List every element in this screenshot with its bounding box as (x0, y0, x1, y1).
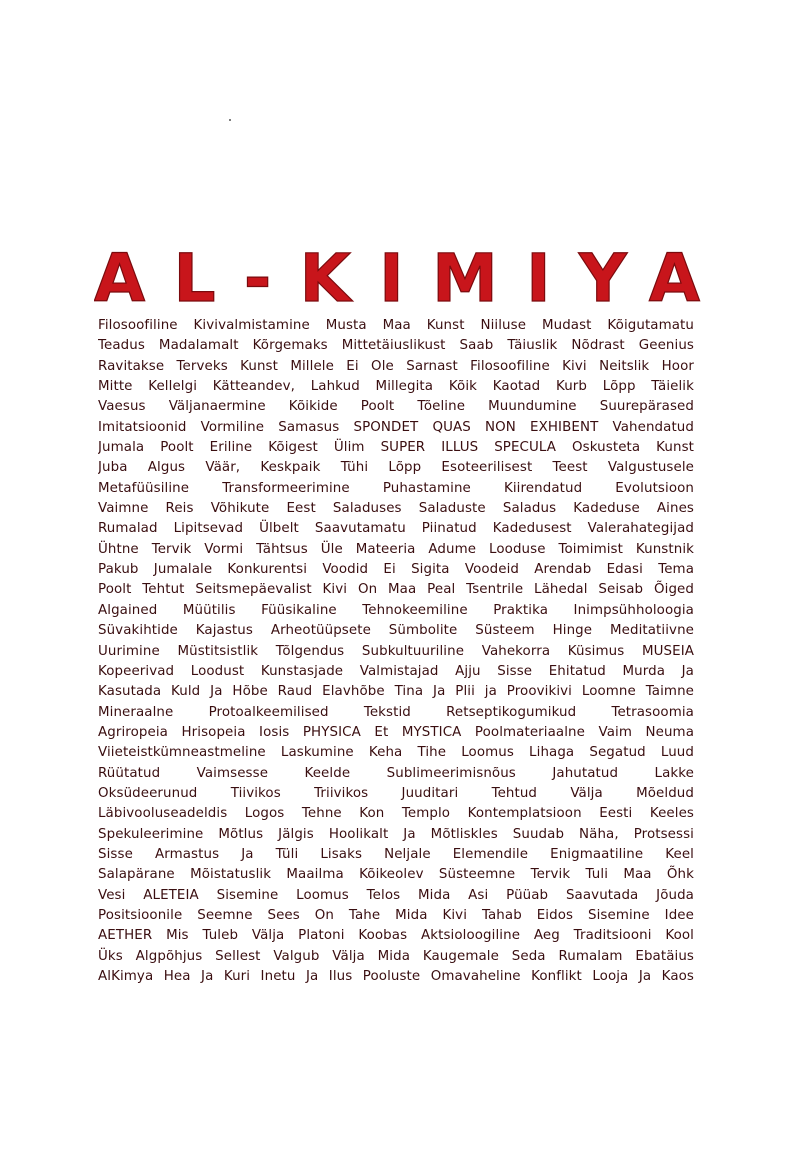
poem-line: Uurimine Müstitsistlik Tõlgendus Subkultuuriline Vahekorra Küsimus MUSEIA (98, 643, 694, 659)
poem-line: Mitte Kellelgi Kätteandev, Lahkud Millegita Kõik Kaotad Kurb Lõpp Täielik (98, 379, 694, 395)
poem-line: Imitatsioonid Vormiline Samasus SPONDET QUAS NON EXHIBENT Vahendatud (98, 419, 694, 435)
poem-line: Jumala Poolt Eriline Kõigest Ülim SUPER ILLUS SPECULA Oskusteta Kunst (98, 440, 694, 456)
poem-line: Ravitakse Terveks Kunst Millele Ei Ole Sarnast Filosoofiline Kivi Neitslik Hoor (98, 358, 694, 374)
poem-line: Spekuleerimine Mõtlus Jälgis Hoolikalt Ja Mõtliskles Suudab Näha, Protsessi (98, 826, 694, 842)
poem-line: Vesi ALETEIA Sisemine Loomus Telos Mida Asi Püüab Saavutada Jõuda (98, 887, 694, 903)
poem-line: Vaimne Reis Võhikute Eest Saladuses Saladuste Saladus Kadeduse Aines (98, 501, 694, 517)
paper-speck (229, 119, 231, 121)
poem-line: Läbivooluseadeldis Logos Tehne Kon Templo Kontemplatsioon Eesti Keeles (98, 806, 694, 822)
page-title (94, 243, 706, 313)
poem-line: Metafüüsiline Transformeerimine Puhastamine Kiirendatud Evolutsioon (98, 480, 694, 496)
poem-line: Juba Algus Väär, Keskpaik Tühi Lõpp Esoteerilisest Teest Valgustusele (98, 460, 694, 476)
poem-line: Viieteistkümneastmeline Laskumine Keha Tihe Loomus Lihaga Segatud Luud (98, 745, 694, 761)
poem-line: Ühtne Tervik Vormi Tähtsus Üle Mateeria Adume Looduse Toimimist Kunstnik (98, 541, 694, 557)
poem-line: Oksüdeerunud Tiivikos Triivikos Juuditari Tehtud Välja Mõeldud (98, 785, 694, 801)
poem-line: Rumalad Lipitsevad Ülbelt Saavutamatu Piinatud Kadedusest Valerahategijad (98, 521, 694, 537)
poem-line: Teadus Madalamalt Kõrgemaks Mittetäiuslikust Saab Täiuslik Nõdrast Geenius (98, 338, 694, 354)
poem-line: Pakub Jumalale Konkurentsi Voodid Ei Sigita Voodeid Arendab Edasi Tema (98, 562, 694, 578)
poem-line: Poolt Tehtut Seitsmepäevalist Kivi On Maa Peal Tsentrile Lähedal Seisab Õiged (98, 582, 694, 598)
poem-line: Sisse Armastus Ja Tüli Lisaks Neljale Elemendile Enigmaatiline Keel (98, 846, 694, 862)
poem-line: Filosoofiline Kivivalmistamine Musta Maa Kunst Niiluse Mudast Kõigutamatu (98, 318, 694, 333)
poem-line: Üks Algpõhjus Sellest Valgub Välja Mida Kaugemale Seda Rumalam Ebatäius (98, 948, 694, 964)
poem-line: Salapärane Mõistatuslik Maailma Kõikeolev Süsteemne Tervik Tuli Maa Õhk (98, 867, 694, 883)
poem-line: Kopeerivad Loodust Kunstasjade Valmistajad Ajju Sisse Ehitatud Murda Ja (98, 663, 694, 679)
poem-line: Süvakihtide Kajastus Arheotüüpsete Sümbolite Süsteem Hinge Meditatiivne (98, 623, 694, 639)
poem-line: Algained Müütilis Füüsikaline Tehnokeemiline Praktika Inimpsühholoogia (98, 602, 694, 618)
poem-line: AlKimya Hea Ja Kuri Inetu Ja Ilus Pooluste Omavaheline Konflikt Looja Ja Kaos (98, 969, 694, 984)
poem-line: AETHER Mis Tuleb Välja Platoni Koobas Aktsioloogiline Aeg Traditsiooni Kool (98, 928, 694, 944)
poem-line: Agriropeia Hrisopeia Iosis PHYSICA Et MYSTICA Poolmateriaalne Vaim Neuma (98, 724, 694, 740)
poem-line: Rüütatud Vaimsesse Keelde Sublimeerimisnõus Jahutatud Lakke (98, 765, 694, 781)
poem-body (98, 316, 694, 987)
poem-line: Positsioonile Seemne Sees On Tahe Mida Kivi Tahab Eidos Sisemine Idee (98, 907, 694, 923)
poem-line: Kasutada Kuld Ja Hõbe Raud Elavhõbe Tina Ja Plii ja Proovikivi Loomne Taimne (98, 684, 694, 700)
poem-line: Mineraalne Protoalkeemilised Tekstid Retseptikogumikud Tetrasoomia (98, 704, 694, 720)
poem-line: Vaesus Väljanaermine Kõikide Poolt Tõeline Muundumine Suurepärased (98, 399, 694, 415)
page-title-text: AL-KIMIYA (94, 243, 700, 313)
